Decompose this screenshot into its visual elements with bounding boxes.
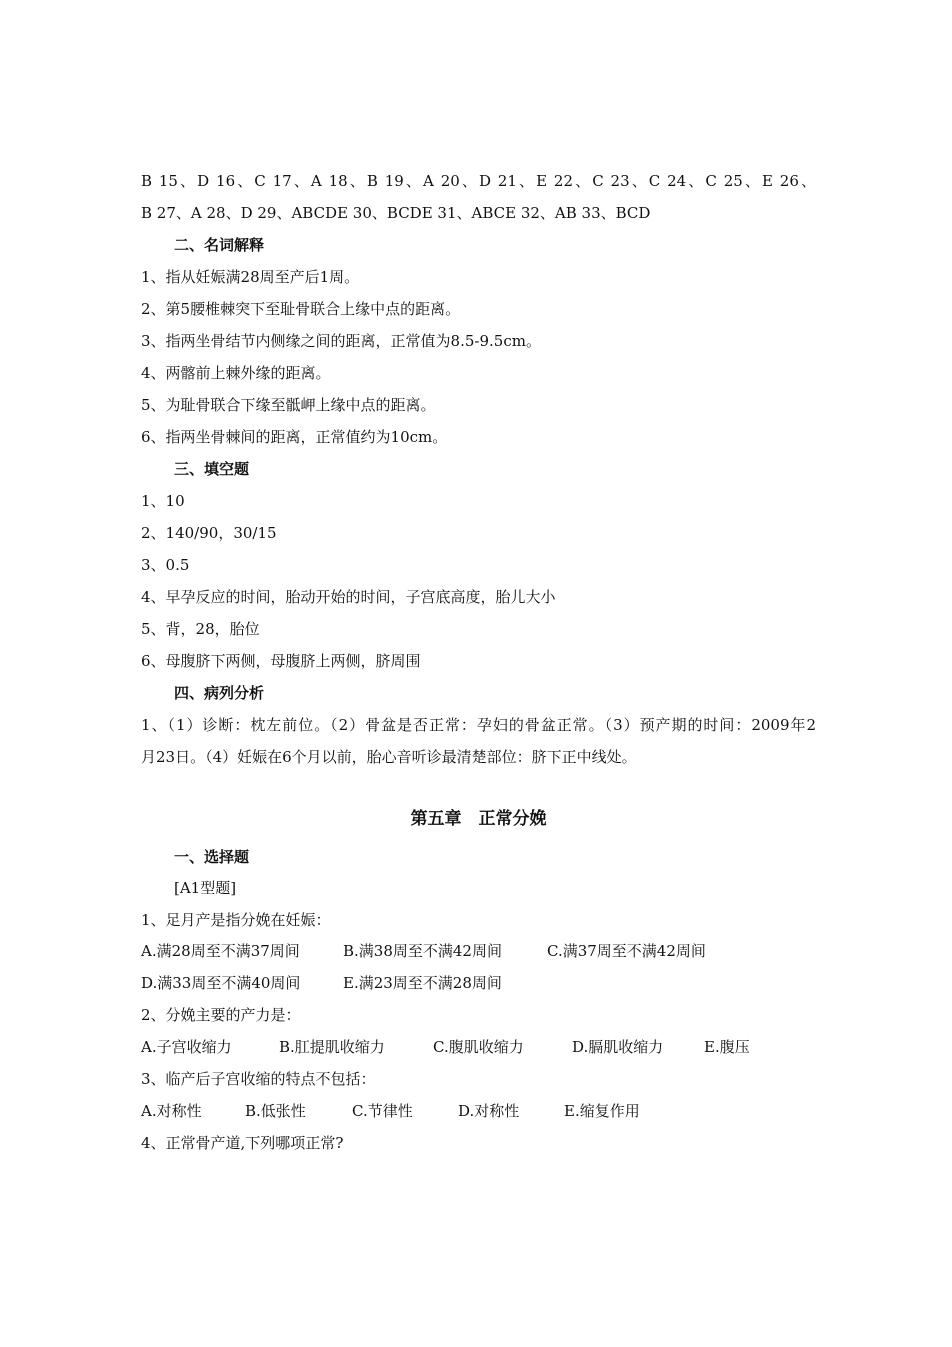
- question-stem: 4、正常骨产道,下列哪项正常?: [141, 1134, 344, 1152]
- option-e: E.缩复作用: [564, 1102, 640, 1120]
- list-item: 5、为耻骨联合下缘至骶岬上缘中点的距离。: [141, 396, 436, 414]
- list-item: 3、0.5: [141, 556, 190, 574]
- list-item: 4、早孕反应的时间，胎动开始的时间，子宫底高度，胎儿大小: [141, 588, 556, 606]
- list-item: 2、第5腰椎棘突下至耻骨联合上缘中点的距离。: [141, 300, 461, 318]
- question-stem: 2、分娩主要的产力是：: [141, 1006, 301, 1024]
- option-d: D.对称性: [458, 1102, 520, 1120]
- question-type-label: [A1型题]: [174, 879, 237, 897]
- list-item: 4、两髂前上棘外缘的距离。: [141, 364, 331, 382]
- list-item: 1、10: [141, 492, 185, 510]
- section-heading-fill-blank: 三、填空题: [174, 460, 250, 478]
- list-item: 3、指两坐骨结节内侧缘之间的距离，正常值为8.5-9.5cm。: [141, 332, 541, 350]
- option-a: A.子宫收缩力: [141, 1038, 232, 1056]
- section-heading-terms: 二、名词解释: [174, 236, 265, 254]
- option-c: C.腹肌收缩力: [433, 1038, 524, 1056]
- list-item: 5、背，28，胎位: [141, 620, 260, 638]
- question-options-row: [141, 1101, 816, 1121]
- list-item: 6、指两坐骨棘间的距离，正常值约为10cm。: [141, 428, 448, 446]
- list-item: 1、指从妊娠满28周至产后1周。: [141, 268, 360, 286]
- answer-key-line-2: B 27、A 28、D 29、ABCDE 30、BCDE 31、ABCE 32、AB 33、BCD: [141, 204, 651, 222]
- option-b: B.满38周至不满42周间: [343, 942, 502, 960]
- case-analysis-line-2: 月23日。（4）妊娠在6个月以前，胎心音听诊最清楚部位：脐下正中线处。: [141, 748, 637, 766]
- question-stem: 3、临产后子宫收缩的特点不包括：: [141, 1070, 376, 1088]
- option-b: B.肛提肌收缩力: [279, 1038, 385, 1056]
- answer-key-line-1: B 15、D 16、C 17、A 18、B 19、A 20、D 21、E 22、C 23、C 24、C 25、E 26、: [141, 172, 816, 190]
- option-c: C.满37周至不满42周间: [547, 942, 706, 960]
- option-d: D.膈肌收缩力: [572, 1038, 664, 1056]
- option-a: A.满28周至不满37周间: [141, 942, 300, 960]
- option-e: E.满23周至不满28周间: [343, 974, 502, 992]
- question-options-row: [141, 973, 816, 993]
- chapter-title: 第五章 正常分娩: [410, 809, 547, 829]
- option-a: A.对称性: [141, 1102, 202, 1120]
- question-options-row: [141, 941, 816, 961]
- option-d: D.满33周至不满40周间: [141, 974, 301, 992]
- list-item: 2、140/90，30/15: [141, 524, 277, 542]
- case-analysis-line-1: 1、（1）诊断：枕左前位。（2）骨盆是否正常：孕妇的骨盆正常。（3）预产期的时间：2009年2: [141, 716, 816, 734]
- option-e: E.腹压: [704, 1038, 750, 1056]
- question-stem: 1、足月产是指分娩在妊娠：: [141, 911, 331, 929]
- question-options-row: [141, 1037, 816, 1057]
- option-c: C.节律性: [352, 1102, 413, 1120]
- option-b: B.低张性: [245, 1102, 306, 1120]
- section-heading-case-analysis: 四、病列分析: [174, 684, 265, 702]
- section-heading-choice: 一、选择题: [174, 848, 250, 866]
- list-item: 6、母腹脐下两侧，母腹脐上两侧，脐周围: [141, 652, 421, 670]
